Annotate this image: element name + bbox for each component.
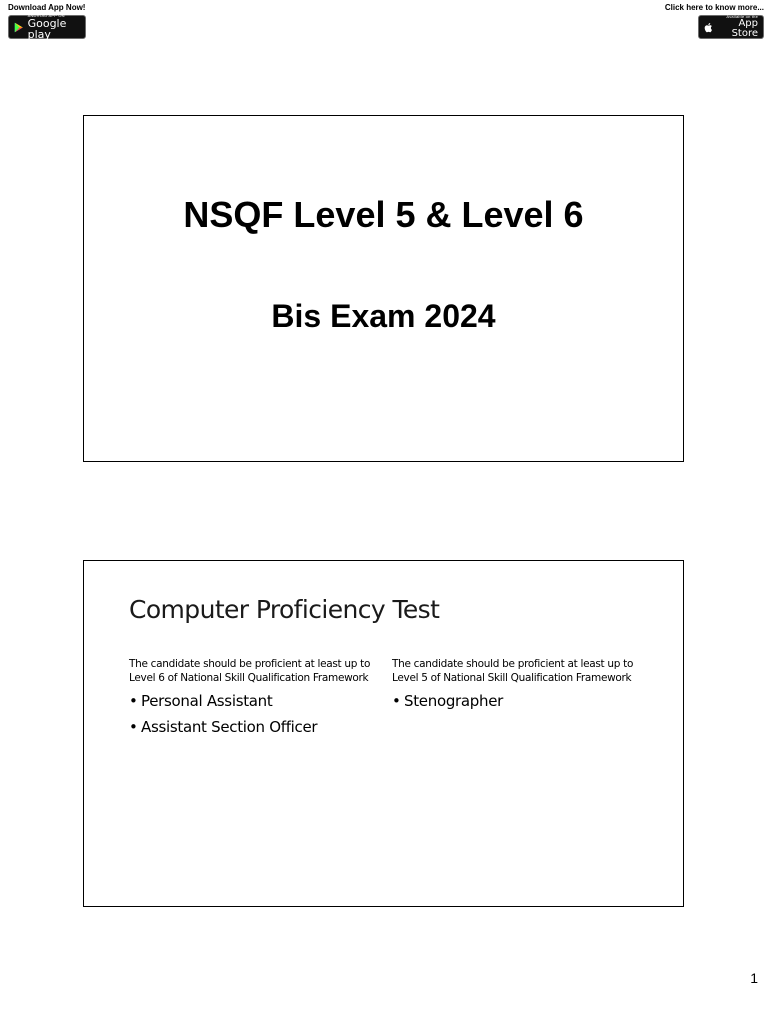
know-more-area	[665, 3, 764, 39]
download-app-area	[8, 3, 86, 39]
google-play-big-text: Google play	[27, 17, 67, 41]
left-column	[129, 657, 389, 743]
apple-icon	[704, 21, 713, 34]
slide-1-title: NSQF Level 5 & Level 6	[183, 194, 584, 235]
list-item: • Stenographer	[392, 692, 504, 710]
slide-1	[83, 115, 684, 462]
right-bullet-list	[392, 691, 652, 711]
list-item-label: Stenographer	[404, 692, 504, 710]
know-more-link[interactable]: Click here to know more...	[664, 3, 764, 12]
right-column-intro: The candidate should be proficient at least up to Level 5 of National Skill Qualification Framework	[392, 658, 634, 684]
list-item: • Personal Assistant	[129, 692, 273, 710]
app-store-badge[interactable]	[698, 15, 764, 39]
download-app-label: Download App Now!	[8, 3, 86, 12]
list-item-label: Personal Assistant	[141, 692, 273, 710]
left-bullet-list	[129, 691, 389, 737]
app-store-small-text: Available on the	[726, 14, 758, 19]
slide-1-subtitle: Bis Exam 2024	[271, 298, 496, 334]
page-number: 1	[750, 970, 758, 986]
google-play-badge[interactable]	[8, 15, 86, 39]
play-triangle-icon	[14, 21, 24, 34]
google-play-small-text: ANDROID APP ON	[27, 13, 65, 18]
list-item-label: Assistant Section Officer	[141, 718, 318, 736]
left-column-intro: The candidate should be proficient at least up to Level 6 of National Skill Qualification Framework	[129, 658, 371, 684]
slide-2-title: Computer Proficiency Test	[129, 595, 440, 624]
app-store-big-text: App Store	[731, 18, 758, 39]
slide-2	[83, 560, 684, 907]
list-item: • Assistant Section Officer	[129, 718, 318, 736]
right-column	[392, 657, 652, 717]
